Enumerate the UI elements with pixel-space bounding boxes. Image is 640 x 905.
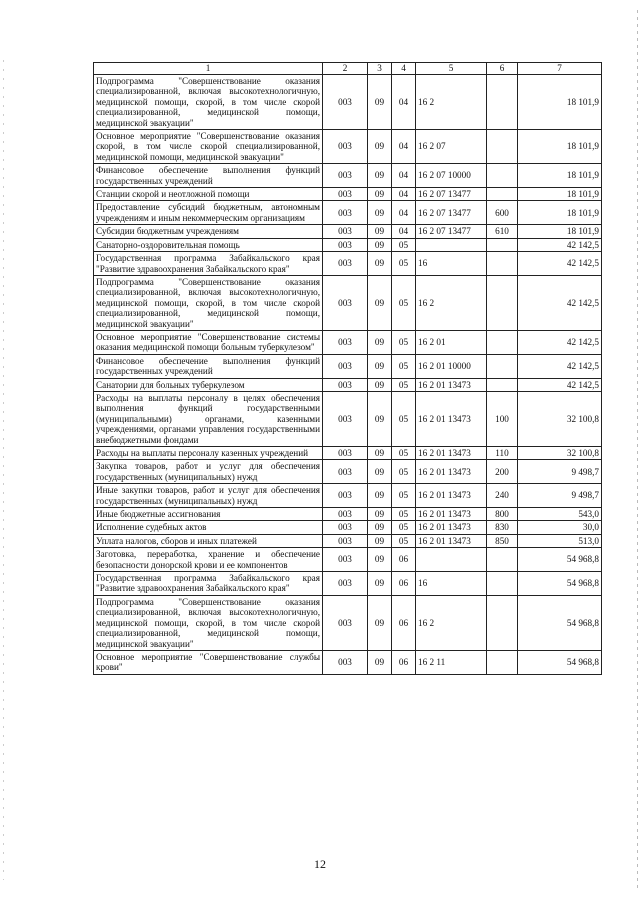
cell-target-article: 16 2 xyxy=(416,75,487,130)
scan-edge-left xyxy=(3,60,4,880)
cell-section: 09 xyxy=(368,595,392,650)
cell-section: 09 xyxy=(368,225,392,238)
row-name: Расходы на выплаты персоналу в целях обеспечения выполнения функций государственными (муниципальными) органами, казенными учреждениями, органами управления государственными внебюджетными фондами xyxy=(94,391,323,446)
cell-section: 09 xyxy=(368,521,392,534)
table-row xyxy=(94,548,602,572)
cell-subsection: 05 xyxy=(392,252,416,276)
cell-section: 09 xyxy=(368,275,392,330)
cell-expense-type: 240 xyxy=(487,484,518,508)
cell-subsection: 05 xyxy=(392,330,416,354)
cell-target-article: 16 2 xyxy=(416,595,487,650)
row-name: Финансовое обеспечение выполнения функций государственных учреждений xyxy=(94,354,323,378)
cell-amount: 18 101,9 xyxy=(518,188,602,201)
cell-expense-type: 200 xyxy=(487,460,518,484)
cell-subsection: 06 xyxy=(392,548,416,572)
cell-expense-type xyxy=(487,252,518,276)
cell-amount: 18 101,9 xyxy=(518,201,602,225)
cell-target-article: 16 2 07 xyxy=(416,130,487,164)
cell-amount: 18 101,9 xyxy=(518,75,602,130)
column-header: 4 xyxy=(392,63,416,75)
cell-section: 09 xyxy=(368,391,392,446)
cell-ministry: 003 xyxy=(323,275,368,330)
cell-section: 09 xyxy=(368,460,392,484)
table-row xyxy=(94,595,602,650)
cell-target-article xyxy=(416,238,487,251)
cell-ministry: 003 xyxy=(323,548,368,572)
cell-target-article: 16 2 01 13473 xyxy=(416,508,487,521)
cell-subsection: 05 xyxy=(392,354,416,378)
cell-target-article: 16 2 01 13473 xyxy=(416,484,487,508)
cell-section: 09 xyxy=(368,484,392,508)
table-row xyxy=(94,354,602,378)
cell-amount: 32 100,8 xyxy=(518,447,602,460)
cell-section: 09 xyxy=(368,252,392,276)
cell-section: 09 xyxy=(368,238,392,251)
cell-ministry: 003 xyxy=(323,330,368,354)
table-header-row xyxy=(94,63,602,75)
cell-amount: 54 968,8 xyxy=(518,572,602,596)
cell-amount: 42 142,5 xyxy=(518,238,602,251)
cell-section: 09 xyxy=(368,572,392,596)
cell-subsection: 05 xyxy=(392,460,416,484)
cell-expense-type xyxy=(487,378,518,391)
cell-expense-type: 100 xyxy=(487,391,518,446)
cell-ministry: 003 xyxy=(323,650,368,674)
cell-ministry: 003 xyxy=(323,238,368,251)
cell-subsection: 04 xyxy=(392,164,416,188)
cell-expense-type: 830 xyxy=(487,521,518,534)
row-name: Станции скорой и неотложной помощи xyxy=(94,188,323,201)
cell-ministry: 003 xyxy=(323,130,368,164)
cell-subsection: 06 xyxy=(392,572,416,596)
cell-subsection: 04 xyxy=(392,225,416,238)
table-row xyxy=(94,75,602,130)
cell-amount: 54 968,8 xyxy=(518,548,602,572)
cell-target-article: 16 2 01 xyxy=(416,330,487,354)
cell-expense-type xyxy=(487,238,518,251)
column-header: 5 xyxy=(416,63,487,75)
cell-expense-type: 600 xyxy=(487,201,518,225)
cell-ministry: 003 xyxy=(323,225,368,238)
cell-expense-type: 110 xyxy=(487,447,518,460)
cell-expense-type xyxy=(487,75,518,130)
cell-expense-type xyxy=(487,650,518,674)
row-name: Закупка товаров, работ и услуг для обеспечения государственных (муниципальных) нужд xyxy=(94,460,323,484)
cell-amount: 42 142,5 xyxy=(518,252,602,276)
cell-ministry: 003 xyxy=(323,188,368,201)
cell-expense-type xyxy=(487,354,518,378)
cell-expense-type xyxy=(487,130,518,164)
column-header: 3 xyxy=(368,63,392,75)
table-row xyxy=(94,534,602,547)
table-row xyxy=(94,508,602,521)
table-row xyxy=(94,391,602,446)
table-row xyxy=(94,484,602,508)
cell-subsection: 05 xyxy=(392,521,416,534)
cell-ministry: 003 xyxy=(323,534,368,547)
cell-target-article: 16 2 01 13473 xyxy=(416,534,487,547)
cell-expense-type: 610 xyxy=(487,225,518,238)
row-name: Уплата налогов, сборов и иных платежей xyxy=(94,534,323,547)
row-name: Санатории для больных туберкулезом xyxy=(94,378,323,391)
cell-ministry: 003 xyxy=(323,391,368,446)
cell-section: 09 xyxy=(368,447,392,460)
cell-section: 09 xyxy=(368,330,392,354)
cell-expense-type: 800 xyxy=(487,508,518,521)
table-row xyxy=(94,164,602,188)
cell-amount: 18 101,9 xyxy=(518,225,602,238)
table-row xyxy=(94,225,602,238)
table-row xyxy=(94,447,602,460)
cell-subsection: 05 xyxy=(392,391,416,446)
cell-amount: 42 142,5 xyxy=(518,354,602,378)
cell-ministry: 003 xyxy=(323,484,368,508)
cell-target-article: 16 2 01 13473 xyxy=(416,447,487,460)
table-row xyxy=(94,201,602,225)
cell-subsection: 05 xyxy=(392,238,416,251)
cell-target-article: 16 2 07 13477 xyxy=(416,225,487,238)
cell-subsection: 05 xyxy=(392,484,416,508)
cell-amount: 18 101,9 xyxy=(518,130,602,164)
cell-subsection: 04 xyxy=(392,201,416,225)
table-row xyxy=(94,275,602,330)
cell-ministry: 003 xyxy=(323,164,368,188)
column-header: 7 xyxy=(518,63,602,75)
cell-amount: 32 100,8 xyxy=(518,391,602,446)
cell-target-article: 16 2 07 13477 xyxy=(416,188,487,201)
row-name: Предоставление субсидий бюджетным, автономным учреждениям и иным некоммерческим организациям xyxy=(94,201,323,225)
row-name: Иные бюджетные ассигнования xyxy=(94,508,323,521)
cell-ministry: 003 xyxy=(323,75,368,130)
cell-section: 09 xyxy=(368,378,392,391)
cell-amount: 54 968,8 xyxy=(518,650,602,674)
cell-subsection: 05 xyxy=(392,378,416,391)
table-row xyxy=(94,330,602,354)
cell-expense-type xyxy=(487,164,518,188)
cell-expense-type xyxy=(487,275,518,330)
row-name: Финансовое обеспечение выполнения функций государственных учреждений xyxy=(94,164,323,188)
column-header: 1 xyxy=(94,63,323,75)
cell-target-article: 16 2 01 13473 xyxy=(416,460,487,484)
table-row xyxy=(94,130,602,164)
row-name: Санаторно-оздоровительная помощь xyxy=(94,238,323,251)
cell-section: 09 xyxy=(368,548,392,572)
table-row xyxy=(94,572,602,596)
cell-amount: 42 142,5 xyxy=(518,330,602,354)
cell-amount: 42 142,5 xyxy=(518,378,602,391)
scan-edge-right xyxy=(637,10,638,890)
cell-section: 09 xyxy=(368,130,392,164)
row-name: Основное мероприятие "Совершенствование оказания скорой, в том числе скорой специализированной, медицинской помощи, медицинской эвакуации" xyxy=(94,130,323,164)
cell-target-article: 16 2 01 13473 xyxy=(416,391,487,446)
cell-subsection: 05 xyxy=(392,508,416,521)
cell-ministry: 003 xyxy=(323,572,368,596)
cell-amount: 18 101,9 xyxy=(518,164,602,188)
row-name: Расходы на выплаты персоналу казенных учреждений xyxy=(94,447,323,460)
cell-ministry: 003 xyxy=(323,201,368,225)
cell-section: 09 xyxy=(368,188,392,201)
page-number: 12 xyxy=(314,857,326,871)
cell-subsection: 04 xyxy=(392,188,416,201)
row-name: Основное мероприятие "Совершенствование службы крови" xyxy=(94,650,323,674)
cell-target-article: 16 2 11 xyxy=(416,650,487,674)
cell-amount: 54 968,8 xyxy=(518,595,602,650)
table-row xyxy=(94,252,602,276)
cell-target-article xyxy=(416,548,487,572)
cell-subsection: 05 xyxy=(392,534,416,547)
cell-target-article: 16 xyxy=(416,252,487,276)
budget-table xyxy=(93,62,602,675)
cell-subsection: 04 xyxy=(392,130,416,164)
cell-target-article: 16 2 01 13473 xyxy=(416,521,487,534)
cell-section: 09 xyxy=(368,534,392,547)
cell-subsection: 05 xyxy=(392,447,416,460)
cell-subsection: 04 xyxy=(392,75,416,130)
table-row xyxy=(94,238,602,251)
cell-expense-type xyxy=(487,548,518,572)
cell-ministry: 003 xyxy=(323,595,368,650)
cell-target-article: 16 2 01 10000 xyxy=(416,354,487,378)
cell-section: 09 xyxy=(368,650,392,674)
table-row xyxy=(94,378,602,391)
cell-target-article: 16 2 xyxy=(416,275,487,330)
row-name: Подпрограмма "Совершенствование оказания специализированной, включая высокотехнологичную, медицинской помощи, скорой, в том числе скорой специализированной, медицинской помощи, медицинской эвакуации" xyxy=(94,75,323,130)
cell-section: 09 xyxy=(368,75,392,130)
cell-ministry: 003 xyxy=(323,460,368,484)
row-name: Государственная программа Забайкальского края "Развитие здравоохранения Забайкальского края" xyxy=(94,252,323,276)
row-name: Иные закупки товаров, работ и услуг для обеспечения государственных (муниципальных) нужд xyxy=(94,484,323,508)
column-header: 6 xyxy=(487,63,518,75)
cell-ministry: 003 xyxy=(323,354,368,378)
cell-subsection: 06 xyxy=(392,595,416,650)
cell-section: 09 xyxy=(368,164,392,188)
cell-ministry: 003 xyxy=(323,508,368,521)
row-name: Основное мероприятие "Совершенствование системы оказания медицинской помощи больным туберкулезом" xyxy=(94,330,323,354)
cell-expense-type xyxy=(487,595,518,650)
table-row xyxy=(94,650,602,674)
column-header: 2 xyxy=(323,63,368,75)
row-name: Исполнение судебных актов xyxy=(94,521,323,534)
cell-ministry: 003 xyxy=(323,378,368,391)
cell-expense-type: 850 xyxy=(487,534,518,547)
table-row xyxy=(94,460,602,484)
cell-ministry: 003 xyxy=(323,252,368,276)
table-row xyxy=(94,188,602,201)
cell-amount: 9 498,7 xyxy=(518,460,602,484)
table-row xyxy=(94,521,602,534)
cell-amount: 543,0 xyxy=(518,508,602,521)
row-name: Государственная программа Забайкальского края "Развитие здравоохранения Забайкальского края" xyxy=(94,572,323,596)
cell-target-article: 16 2 01 13473 xyxy=(416,378,487,391)
table-body xyxy=(94,75,602,675)
cell-section: 09 xyxy=(368,201,392,225)
cell-target-article: 16 2 07 10000 xyxy=(416,164,487,188)
cell-target-article: 16 xyxy=(416,572,487,596)
row-name: Подпрограмма "Совершенствование оказания специализированной, включая высокотехнологичную, медицинской помощи, скорой, в том числе скорой специализированной, медицинской помощи, медицинской эвакуации" xyxy=(94,595,323,650)
cell-amount: 513,0 xyxy=(518,534,602,547)
cell-amount: 30,0 xyxy=(518,521,602,534)
cell-expense-type xyxy=(487,572,518,596)
cell-section: 09 xyxy=(368,354,392,378)
cell-expense-type xyxy=(487,330,518,354)
cell-amount: 42 142,5 xyxy=(518,275,602,330)
row-name: Субсидии бюджетным учреждениям xyxy=(94,225,323,238)
row-name: Подпрограмма "Совершенствование оказания специализированной, включая высокотехнологичную, медицинской помощи, скорой, в том числе скорой специализированной, медицинской помощи, медицинской эвакуации" xyxy=(94,275,323,330)
row-name: Заготовка, переработка, хранение и обеспечение безопасности донорской крови и ее компонентов xyxy=(94,548,323,572)
cell-subsection: 05 xyxy=(392,275,416,330)
cell-target-article: 16 2 07 13477 xyxy=(416,201,487,225)
cell-section: 09 xyxy=(368,508,392,521)
cell-ministry: 003 xyxy=(323,521,368,534)
cell-amount: 9 498,7 xyxy=(518,484,602,508)
cell-subsection: 06 xyxy=(392,650,416,674)
cell-expense-type xyxy=(487,188,518,201)
cell-ministry: 003 xyxy=(323,447,368,460)
